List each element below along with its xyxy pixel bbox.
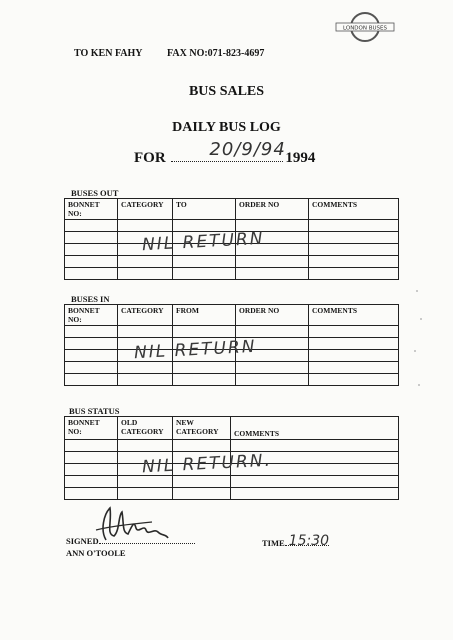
- date-line: [134, 139, 316, 167]
- col-header: COMMENTS: [231, 417, 399, 440]
- handwritten-date: 20/9/94: [209, 139, 286, 160]
- date-prefix: FOR: [134, 150, 166, 166]
- col-header: FROM: [173, 305, 236, 326]
- table-row: [65, 488, 399, 500]
- col-header: BONNET NO:: [65, 199, 118, 220]
- date-field: [171, 139, 286, 162]
- section-label-buses-in: BUSES IN: [71, 294, 110, 304]
- table-header-row: [65, 417, 399, 440]
- fax-number: FAX NO:071-823-4697: [167, 48, 265, 59]
- signed-line: [66, 536, 195, 546]
- fax-header: [74, 48, 286, 59]
- col-header: OLD CATEGORY: [118, 417, 173, 440]
- col-header: ORDER NO: [236, 305, 309, 326]
- table-row: [65, 268, 399, 280]
- col-header: NEW CATEGORY: [173, 417, 231, 440]
- col-header: TO: [173, 199, 236, 220]
- col-header: COMMENTS: [309, 199, 399, 220]
- col-header: COMMENTS: [309, 305, 399, 326]
- handwritten-time: 15:30: [288, 533, 330, 549]
- handwritten-nil-return: NIL RETURN: [133, 336, 257, 364]
- col-header: CATEGORY: [118, 305, 173, 326]
- table-row: [65, 256, 399, 268]
- logo-text: LONDON BUSES: [343, 25, 387, 32]
- table-row: [65, 326, 399, 338]
- handwritten-nil-return: NIL RETURN: [141, 228, 265, 256]
- time-label: TIME: [262, 538, 285, 548]
- table-row: [65, 374, 399, 386]
- signed-label: SIGNED: [66, 536, 99, 546]
- col-header: ORDER NO: [236, 199, 309, 220]
- col-header: BONNET NO:: [65, 305, 118, 326]
- page-subtitle: DAILY BUS LOG: [172, 120, 281, 135]
- table-row: [65, 476, 399, 488]
- london-buses-logo: [330, 6, 400, 48]
- col-header: BONNET NO:: [65, 417, 118, 440]
- handwritten-nil-return: NIL RETURN.: [141, 450, 273, 478]
- page-title: BUS SALES: [188, 84, 265, 99]
- table-header-row: [65, 199, 399, 220]
- date-year: 1994: [285, 150, 316, 166]
- table-header-row: [65, 305, 399, 326]
- section-label-buses-out: BUSES OUT: [71, 188, 119, 198]
- table-row: [65, 362, 399, 374]
- col-header: CATEGORY: [118, 199, 173, 220]
- fax-recipient: TO KEN FAHY: [74, 48, 143, 59]
- signatory-name: ANN O'TOOLE: [66, 548, 126, 558]
- time-line: [262, 533, 330, 549]
- table-row: [65, 440, 399, 452]
- section-label-bus-status: BUS STATUS: [69, 406, 120, 416]
